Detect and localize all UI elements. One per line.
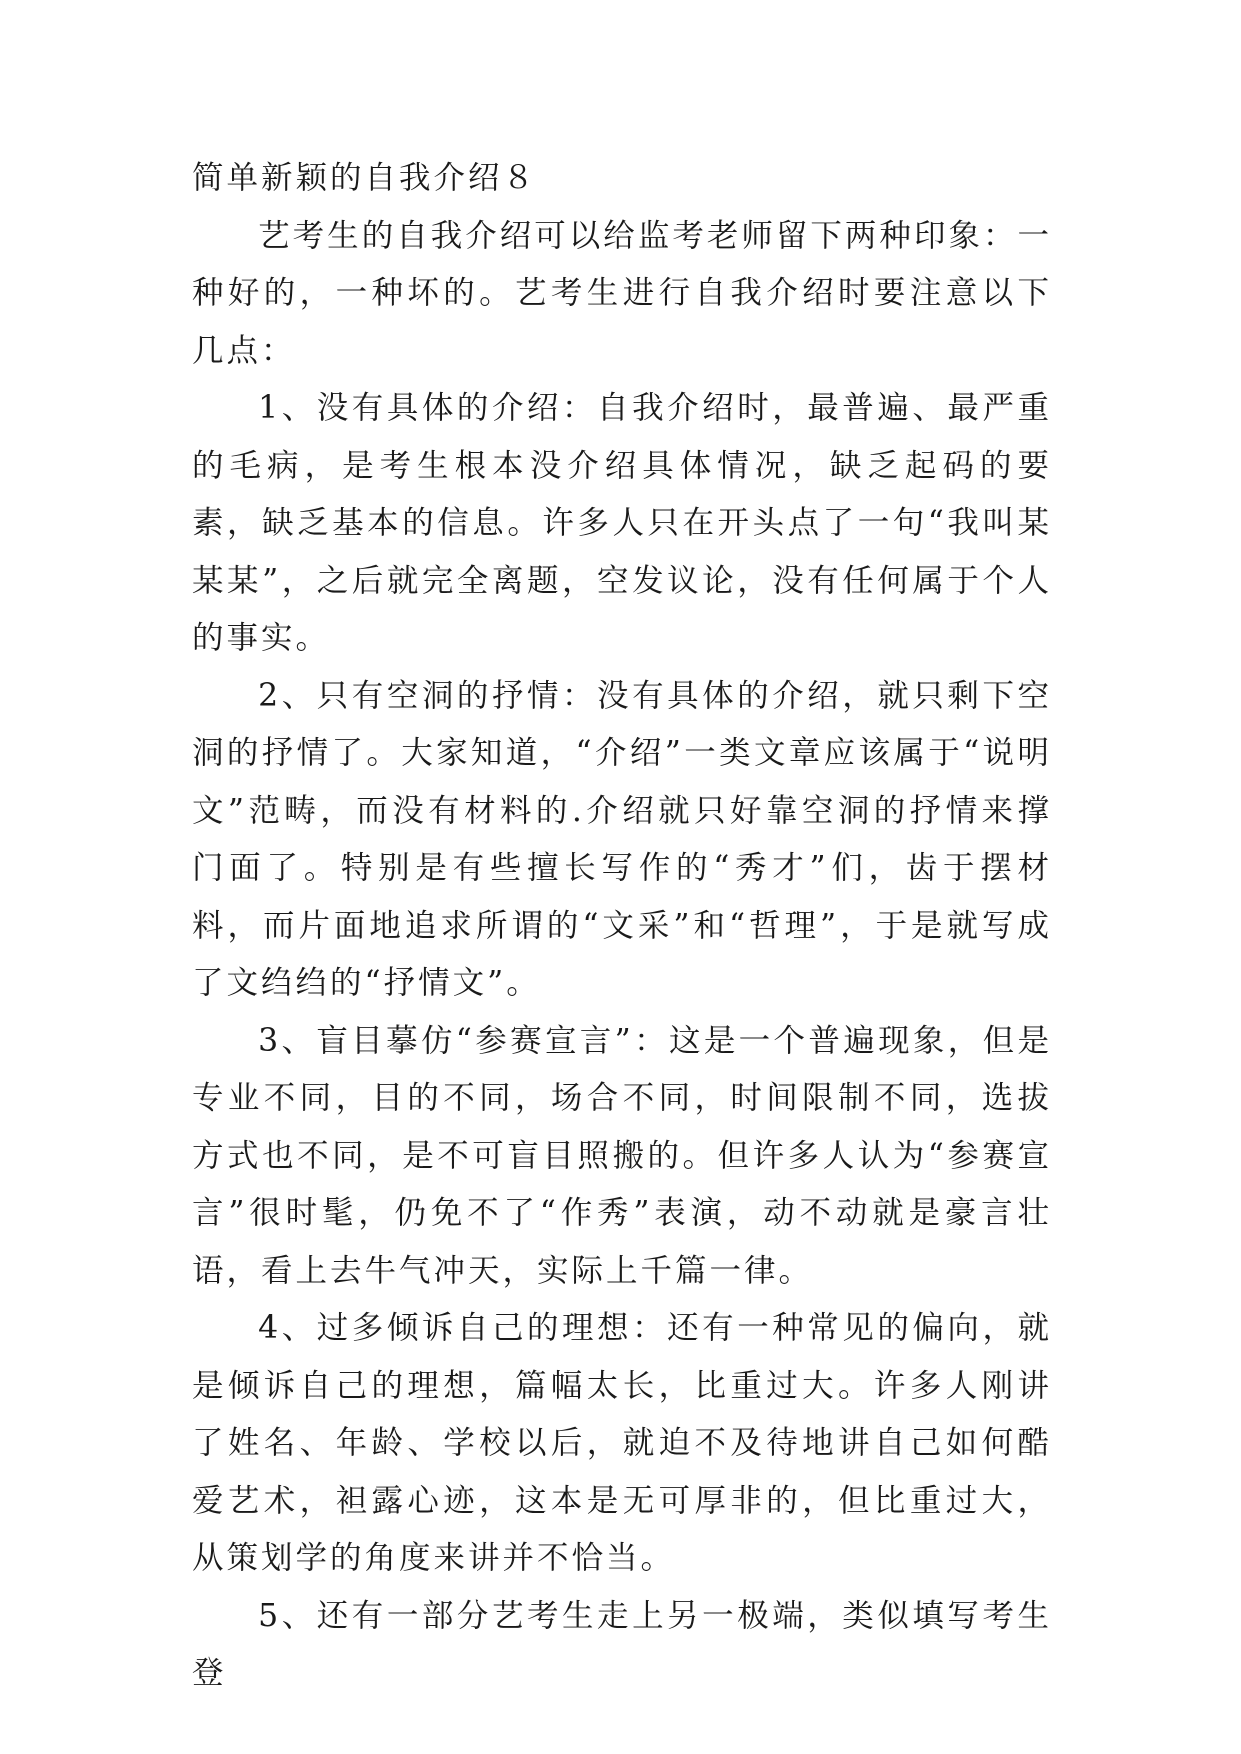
paragraph-point-4: 4、过多倾诉自己的理想：还有一种常见的偏向，就是倾诉自己的理想，篇幅太长，比重过大。许多人刚讲了姓名、年龄、学校以后，就迫不及待地讲自己如何酷爱艺术，袒露心迹，这本是无可厚非的，但比重过大，从策划学的角度来讲并不恰当。 bbox=[192, 1310, 1052, 1576]
paragraph-point-2: 2、只有空洞的抒情：没有具体的介绍，就只剩下空洞的抒情了。大家知道，“介绍”一类文章应该属于“说明文”范畴，而没有材料的.介绍就只好靠空洞的抒情来撑门面了。特别是有些擅长写作的“秀才”们，齿于摆材料，而片面地追求所谓的“文采”和“哲理”，于是就写成了文绉绉的“抒情文”。 bbox=[192, 677, 1052, 1001]
paragraph-point-3: 3、盲目摹仿“参赛宣言”：这是一个普遍现象，但是专业不同，目的不同，场合不同，时间限制不同，选拔方式也不同，是不可盲目照搬的。但许多人认为“参赛宣言”很时髦，仍免不了“作秀”表演，动不动就是豪言壮语，看上去牛气冲天，实际上千篇一律。 bbox=[192, 1022, 1052, 1289]
paragraph-point-1: 1、没有具体的介绍：自我介绍时，最普遍、最严重的毛病，是考生根本没介绍具体情况，缺乏起码的要素，缺乏基本的信息。许多人只在开头点了一句“我叫某某某”，之后就完全离题，空发议论，没有任何属于个人的事实。 bbox=[192, 390, 1052, 656]
paragraph-point-5: 5、还有一部分艺考生走上另一极端，类似填写考生登 bbox=[192, 1597, 1052, 1691]
paragraph-intro: 艺考生的自我介绍可以给监考老师留下两种印象：一种好的，一种坏的。艺考生进行自我介绍时要注意以下几点： bbox=[192, 217, 1052, 369]
document-title: 简单新颖的自我介绍８ bbox=[192, 160, 538, 196]
document-page bbox=[192, 150, 1052, 1703]
